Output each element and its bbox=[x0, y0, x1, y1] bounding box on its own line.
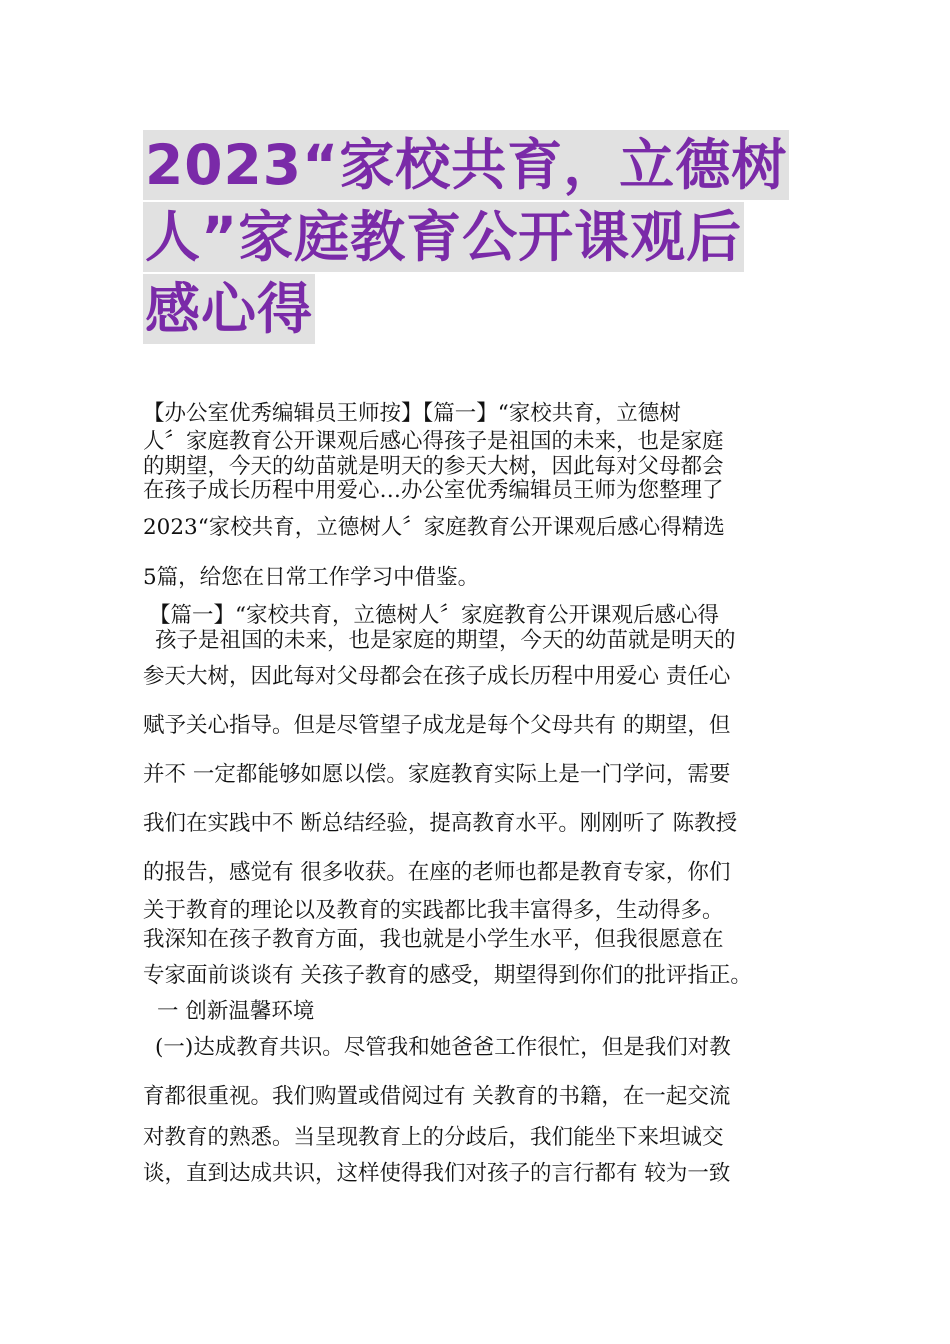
title-line-2: 人”家庭教育公开课观后 bbox=[143, 202, 744, 272]
article-line: (一)达成教育共识。尽管我和她爸爸工作很忙，但是我们对教 bbox=[155, 1035, 731, 1060]
article-line: 育都很重视。我们购置或借阅过有 关教育的书籍，在一起交流 bbox=[143, 1084, 731, 1109]
article-line: 我深知在孩子教育方面，我也就是小学生水平，但我很愿意在 bbox=[143, 927, 724, 952]
title-line-1: 2023“家校共育，立德树 bbox=[143, 130, 789, 200]
intro-line: 2023“家校共育，立德树人〞家庭教育公开课观后感心得精选 bbox=[143, 515, 725, 540]
intro-line: 5篇，给您在日常工作学习中借鉴。 bbox=[143, 565, 480, 590]
article-line: 对教育的熟悉。当呈现教育上的分歧后，我们能坐下来坦诚交 bbox=[143, 1125, 724, 1150]
article-line: 谈，直到达成共识，这样使得我们对孩子的言行都有 较为一致 bbox=[143, 1161, 731, 1186]
article-line: 孩子是祖国的未来，也是家庭的期望，今天的幼苗就是明天的 bbox=[155, 628, 736, 653]
article-line: 我们在实践中不 断总结经验，提高教育水平。刚刚听了 陈教授 bbox=[143, 811, 738, 836]
article-line: 的报告，感觉有 很多收获。在座的老师也都是教育专家，你们 bbox=[143, 860, 731, 885]
title-line-3: 感心得 bbox=[143, 274, 315, 344]
article-line: 参天大树，因此每对父母都会在孩子成长历程中用爱心 责任心 bbox=[143, 664, 731, 689]
intro-line: 【办公室优秀编辑员王师按】【篇一】“家校共育，立德树 bbox=[143, 401, 681, 426]
subsection-heading: 一 创新温馨环境 bbox=[157, 999, 315, 1024]
section-heading: 【篇一】“家校共育，立德树人〞家庭教育公开课观后感心得 bbox=[149, 603, 719, 628]
intro-line: 人〞家庭教育公开课观后感心得孩子是祖国的未来，也是家庭 bbox=[143, 429, 724, 454]
article-line: 赋予关心指导。但是尽管望子成龙是每个父母共有 的期望，但 bbox=[143, 713, 731, 738]
article-line: 并不 一定都能够如愿以偿。家庭教育实际上是一门学问，需要 bbox=[143, 762, 731, 787]
article-line: 关于教育的理论以及教育的实践都比我丰富得多，生动得多。 bbox=[143, 898, 724, 923]
article-line: 专家面前谈谈有 关孩子教育的感受，期望得到你们的批评指正。 bbox=[143, 963, 752, 988]
intro-line: 的期望，今天的幼苗就是明天的参天大树，因此每对父母都会 bbox=[143, 454, 724, 479]
intro-line: 在孩子成长历程中用爱心…办公室优秀编辑员王师为您整理了 bbox=[143, 478, 724, 503]
document-title bbox=[143, 130, 808, 346]
